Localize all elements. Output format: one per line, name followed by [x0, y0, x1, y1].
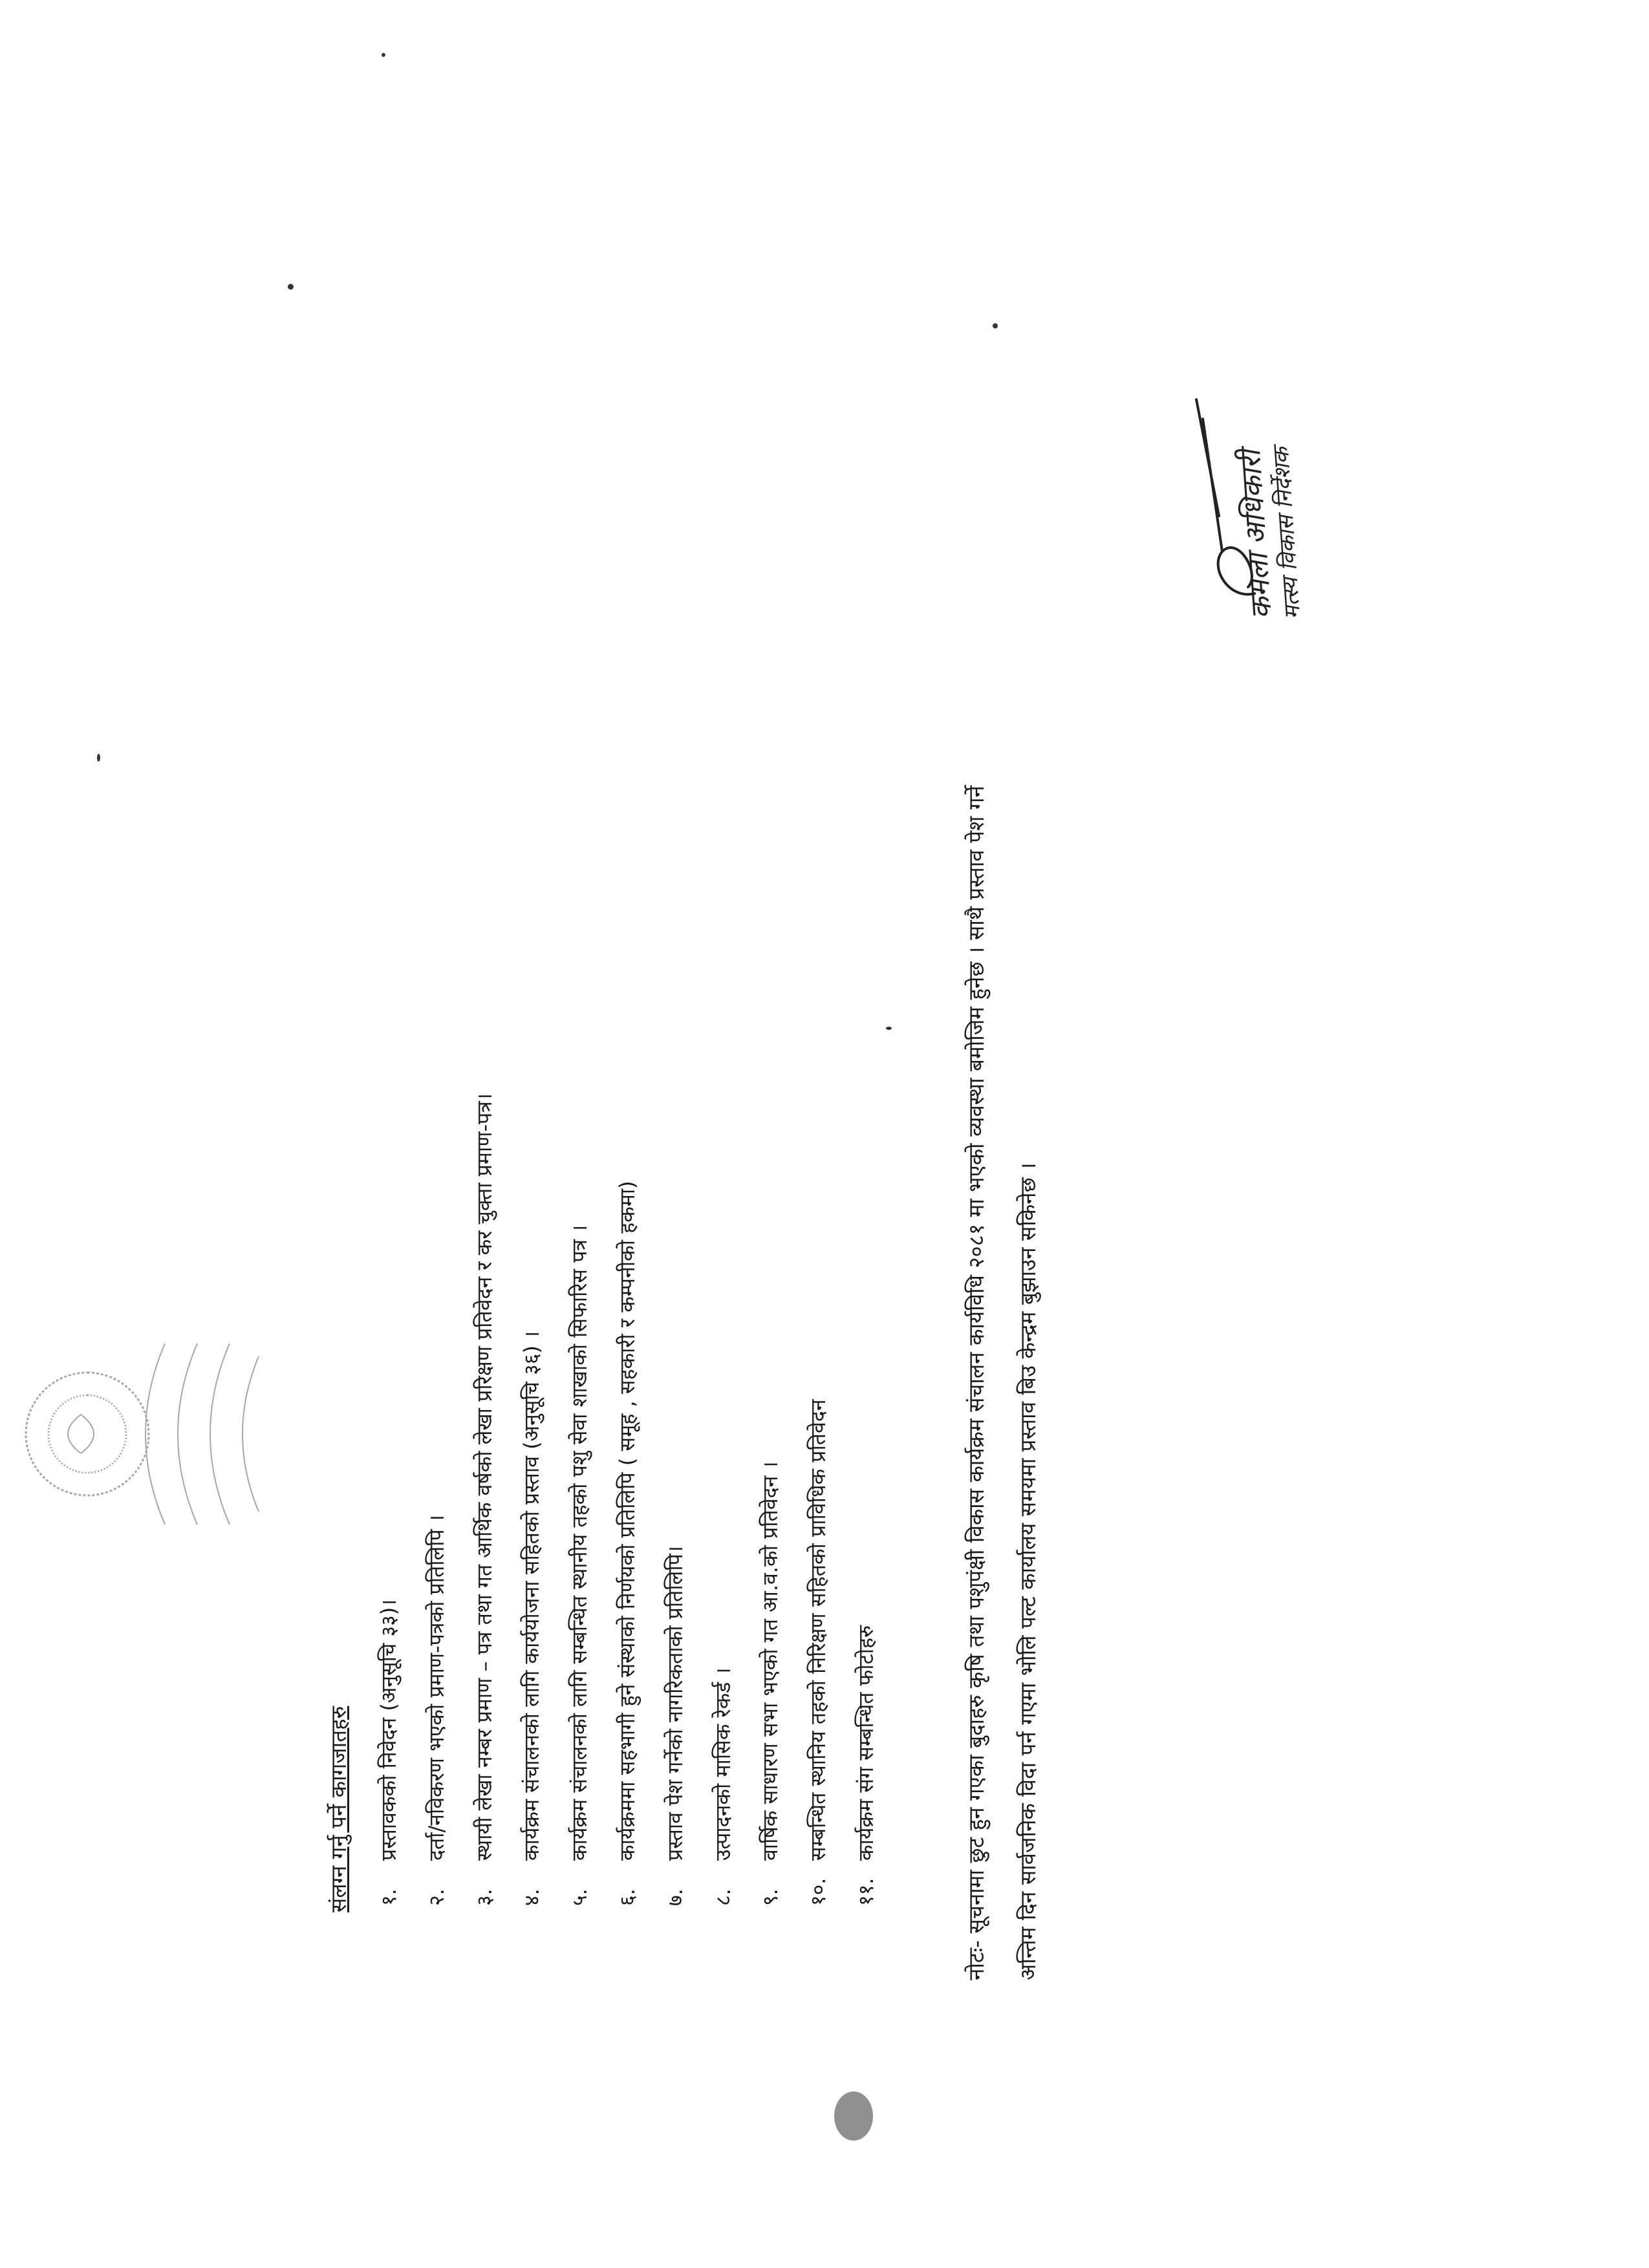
ink-speck: [382, 53, 385, 57]
office-stamp: [3, 1318, 275, 1550]
ink-speck: [886, 1027, 892, 1030]
list-item: ८. उत्पादनको मासिक रेकर्ड ।: [710, 1667, 735, 1906]
note-paragraph: [951, 786, 1054, 1980]
ink-speck: [97, 754, 100, 762]
list-item: २. दर्ता/नविकरण भएको प्रमाण-पत्रको प्रतिलिपि ।: [424, 1514, 449, 1906]
list-item: ४. कार्यक्रम संचालनको लागि कार्ययोजना सहितको प्रस्ताव (अनुसूचि ३६) ।: [519, 1331, 544, 1906]
list-item: ७. प्रस्ताव पेश गर्नेको नागरिकताको प्रतिलिपि।: [662, 1546, 687, 1906]
list-item: ९. वार्षिक साधारण सभा भएको गत आ.व.को प्रतिवेदन ।: [758, 1461, 783, 1906]
list-item: १०. सम्बन्धित स्थानिय तहको निरिक्षण सहितको प्राविधिक प्रतिवेदन: [806, 1399, 831, 1906]
ink-speck: [993, 323, 998, 328]
signatory-title: मत्स्य विकास निर्देशक: [1267, 446, 1306, 620]
list-item: १. प्रस्तावकको निवेदन (अनुसूचि ३३)।: [376, 1599, 401, 1906]
list-item: ५. कार्यक्रम संचालनको लागि सम्बन्धित स्थानीय तहको पशु सेवा शाखाको सिफारिस पत्र ।: [567, 1225, 592, 1906]
attachments-heading: संलग्न गर्नु पर्ने कागजातहरु: [326, 1706, 351, 1912]
signatory-name: कमला अधिकारी: [1233, 449, 1279, 621]
note-line-2: अन्तिम दिन सार्वजनिक विदा पर्न गएमा भोलि पल्ट कार्यालय समयमा प्रस्ताव बिउ केन्द्रम बुझाउन सकिनेछ ।: [1015, 1162, 1040, 1980]
ink-speck: [288, 284, 294, 290]
list-item: ११. कार्यक्रम संग सम्बन्धित फोटोहरु: [853, 1625, 878, 1906]
list-item: ३. स्थायी लेखा नम्बर प्रमाण – पत्र तथा गत आर्थिक वर्षको लेखा प्ररिक्षण प्रतिवेदन र कर चुक्ता प्रमाण-पत्र।: [471, 1093, 497, 1906]
note-line-1: नोटः- सूचनामा छुट हुन गएका बुदाहरु कृषि तथा पशुपंक्षी विकास कार्यक्रम संचालन कार्यविधि २०८१ मा भएको व्यवस्था बमोजिम हुनेछ । साथै प्रस्ताव पेश गर्ने: [964, 786, 989, 1980]
list-item: ६. कार्यक्रममा सहभागी हुने संस्थाको निर्णयको प्रतिलिपि ( समूह , सहकारी र कम्पनीको हकमा): [614, 1181, 640, 1906]
attachments-list: [365, 1093, 890, 1906]
ink-smudge: [828, 2087, 879, 2145]
